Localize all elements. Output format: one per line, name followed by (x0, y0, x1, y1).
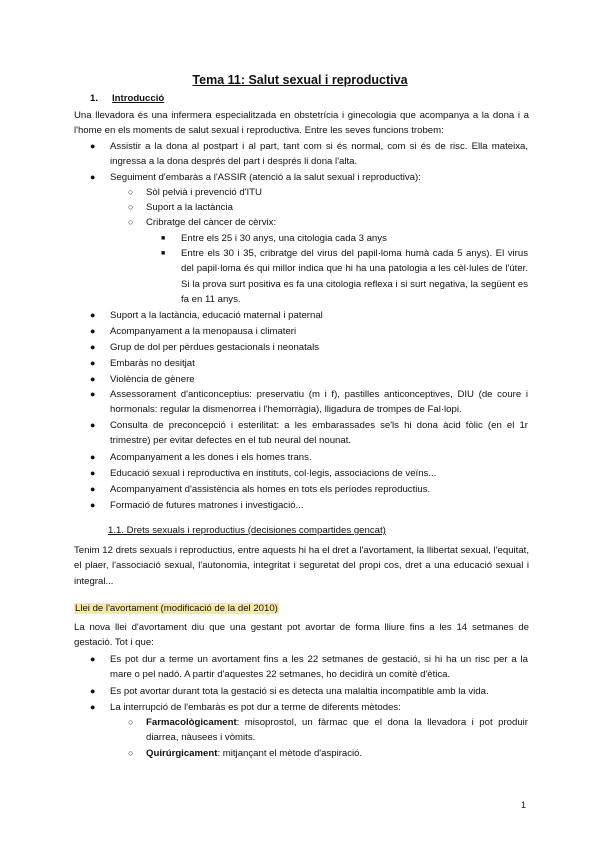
list-item: ● Suport a la lactància, educació maternal i paternal (110, 308, 528, 323)
list-item: ● Assessorament d'anticonceptius: preservatiu (m i f), pastilles anticonceptives, DIU (de coure i hormonals: regular la dismenorrea i l'hemorràgia), lligadura de trompes de Fal·lopi. (90, 389, 528, 416)
list-item: ● Violència de gènere (110, 372, 528, 387)
page-title: Tema 11: Salut sexual i reproductiva (192, 73, 408, 87)
bullet-icon: ● (90, 500, 96, 510)
list-item: ○ Quirúrgicament: mitjançant el mètode d'aspiració. (146, 746, 528, 761)
bullet-icon: ● (90, 172, 96, 182)
bullet-icon: ● (90, 374, 96, 384)
bullet-icon: ● (90, 342, 96, 352)
bullet-icon: ● (90, 358, 96, 368)
list-item: ○ Cribratge del càncer de cèrvix: (146, 215, 528, 230)
bullet-icon: ● (90, 420, 96, 430)
list-item: ■ Entre els 25 i 30 anys, una citologia cada 3 anys (181, 231, 528, 246)
section-label: Introducció (112, 93, 165, 104)
list-item: ● Educació sexual i reproductiva en instituts, col·legis, associacions de veïns... (110, 466, 528, 481)
list-item: ● Grup de dol per pèrdues gestacionals i neonatals (110, 340, 528, 355)
list-item: ● Embaràs no desitjat (110, 356, 528, 371)
square-bullet-icon: ■ (161, 250, 166, 257)
intro-paragraph: Una llevadora és una infermera especialitzada en obstetrícia i ginecologia que acompanya a la dona i a l'home en els moments de salut sexual i reproductiva. Entre les seves funcions trobem: (74, 110, 529, 137)
list-item: ● Acompanyament a la menopausa i climateri (110, 324, 528, 339)
list-item: ● Es pot avortar durant tota la gestació si es detecta una malaltia incompatible amb la vida. (110, 684, 528, 699)
page-number: 1 (520, 800, 526, 810)
bullet-icon: ● (90, 326, 96, 336)
list-item: ● La interrupció de l'embaràs es pot dur a terme de diferents mètodes: (110, 700, 528, 715)
list-item: ○ Sòl pelvià i prevenció d'ITU (146, 185, 528, 200)
bullet-icon: ● (90, 389, 96, 399)
bullet-icon: ● (90, 702, 96, 712)
square-bullet-icon: ■ (161, 235, 166, 242)
list-item: ○ Suport a la lactància (146, 200, 528, 215)
list-item: ○ Farmacològicament: misoprostol, un fàrmac que el dona la llevadora i pot produir diarrea, nàusees i vòmits. (128, 717, 528, 744)
bullet-icon: ● (90, 654, 96, 664)
section-number: 1. (90, 93, 99, 104)
list-item: ● Acompanyament a les dones i els homes trans. (110, 450, 528, 465)
list-item: ● Consulta de preconcepció i esterilitat: a les embarassades se'ls hi dona àcid fòlic (en el 1r trimestre) per evitar defectes en el tub neural del nounat. (90, 420, 528, 447)
list-item: ■ Entre els 30 i 35, cribratge del virus del papil·loma humà cada 5 anys). El virus del papil·loma és qui millor indica que hi ha una patologia a les cèl·lules de l'úter. Si la prova surt positiva es fa una citologia reflexa i si surt negativa, la següent es fa en 11 anys. (161, 248, 528, 305)
circle-bullet-icon: ○ (128, 217, 134, 227)
bullet-icon: ● (90, 310, 96, 320)
list-item: ● Es pot dur a terme un avortament fins a les 22 setmanes de gestació, si hi ha un risc per a la mare o pel nadó. A partir d'aquestes 22 setmanes, ho decidirà un comitè d'ètica. (90, 654, 528, 681)
circle-bullet-icon: ○ (128, 748, 134, 758)
bullet-icon: ● (90, 686, 96, 696)
bullet-icon: ● (90, 141, 96, 151)
list-item: ● Assistir a la dona al postpart i al part, tant com si és normal, com si és de risc. Ella mateixa, ingressa a la dona després del part i després li dona l'alta. (90, 141, 528, 168)
bullet-icon: ● (90, 468, 96, 478)
list-item: ● Formació de futures matrones i investigació... (110, 498, 528, 513)
rights-paragraph: Tenim 12 drets sexuals i reproductius, entre aquests hi ha el dret a l'avortament, la llibertat sexual, l'equitat, el plaer, l'associació sexual, l'autonomia, integritat i seguretat del propi cos, dret a una educació sexual i integral... (74, 545, 529, 587)
list-item: ● Acompanyament d'assistència als homes en tots els períodes reproductius. (110, 482, 528, 497)
abortion-intro-paragraph: La nova llei d'avortament diu que una gestant pot avortar de forma lliure fins a les 14 setmanes de gestació. Tot i que: (74, 622, 529, 649)
section-heading-introduccio (90, 93, 164, 104)
bullet-icon: ● (90, 452, 96, 462)
subsection-heading-drets: 1.1. Drets sexuals i reproductius (decisiones compartides gencat) (108, 525, 386, 536)
bullet-icon: ● (90, 484, 96, 494)
circle-bullet-icon: ○ (128, 187, 134, 197)
circle-bullet-icon: ○ (128, 717, 134, 727)
list-item: ● Seguiment d'embaràs a l'ASSIR (atenció a la salut sexual i reproductiva): (110, 170, 528, 185)
circle-bullet-icon: ○ (128, 202, 134, 212)
highlighted-heading-avortament: Llei de l'avortament (modificació de la del 2010) (75, 603, 278, 614)
